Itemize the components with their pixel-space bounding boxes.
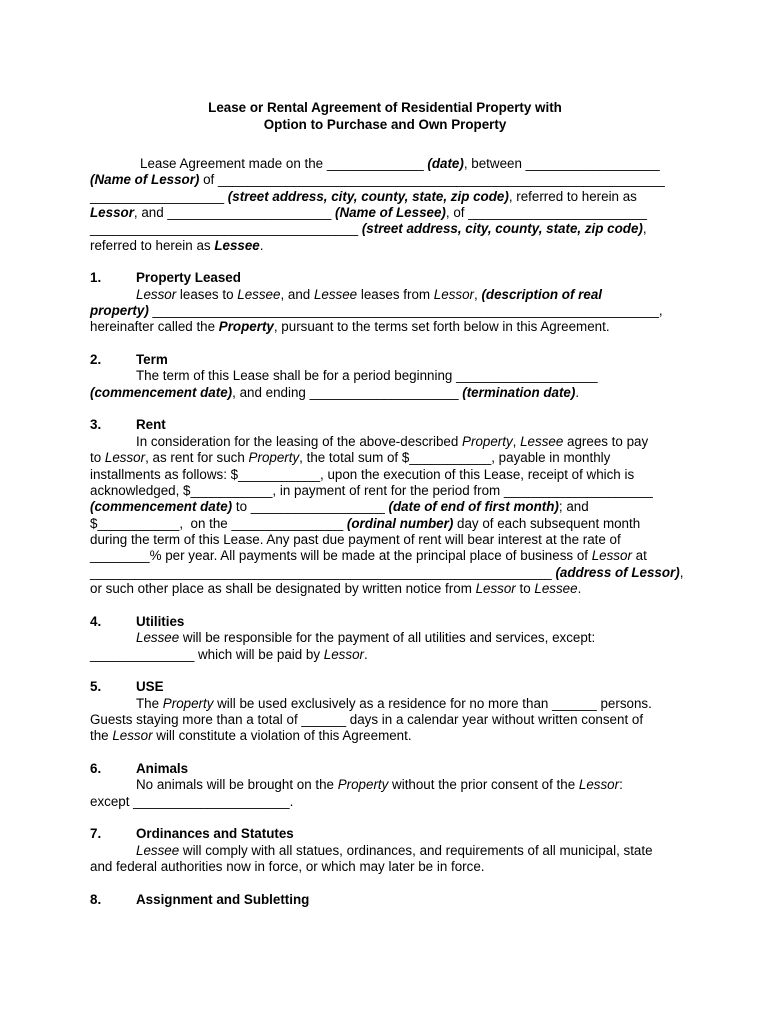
- intro-line-5: ____________________________________ (street address, city, county, state, zip code),: [90, 221, 647, 236]
- intro-line-4: Lessor, and ______________________ (Name of Lessee), of ________________________: [90, 205, 647, 220]
- section-1-line-1: Lessor leases to Lessee, and Lessee leases from Lessor, (description of real: [136, 287, 602, 302]
- section-7-heading: Ordinances and Statutes: [136, 826, 294, 841]
- section-5-line-3: the Lessor will constitute a violation of this Agreement.: [90, 728, 412, 743]
- section-3-line-4: acknowledged, $___________, in payment of rent for the period from ____________________: [90, 483, 653, 498]
- section-3-line-1: In consideration for the leasing of the above-described Property, Lessee agrees to pay: [136, 434, 649, 449]
- section-5-line-2: Guests staying more than a total of ______ days in a calendar year without written consent of: [90, 712, 644, 727]
- section-8-number: 8.: [90, 892, 102, 907]
- section-6-number: 6.: [90, 761, 102, 776]
- section-3-line-8: ________% per year. All payments will be made at the principal place of business of Lessor at: [90, 548, 647, 563]
- section-3-line-10: or such other place as shall be designated by written notice from Lessor to Lessee.: [90, 581, 582, 596]
- section-1-heading: Property Leased: [136, 270, 241, 285]
- section-6-line-2: except _____________________.: [90, 794, 294, 809]
- section-2-line-1: The term of this Lease shall be for a period beginning ___________________: [136, 368, 598, 383]
- section-5-line-1: The Property will be used exclusively as a residence for no more than ______ persons.: [136, 696, 652, 711]
- intro-line-2: (Name of Lessor) of ____________________________________________________________: [90, 172, 665, 187]
- section-7-line-2: and federal authorities now in force, or which may later be in force.: [90, 859, 485, 874]
- document-title-line-2: Option to Purchase and Own Property: [263, 117, 507, 132]
- section-4-heading: Utilities: [136, 614, 185, 629]
- section-8-heading: Assignment and Subletting: [136, 892, 310, 907]
- section-2-heading: Term: [136, 352, 168, 367]
- section-3-line-7: during the term of this Lease. Any past due payment of rent will bear interest at the rate of: [90, 532, 621, 547]
- section-3-line-5: (commencement date) to __________________ (date of end of first month); and: [90, 499, 589, 514]
- section-3-heading: Rent: [136, 417, 166, 432]
- section-1-line-2: property) ____________________________________________________________________,: [90, 303, 663, 318]
- section-4-number: 4.: [90, 614, 102, 629]
- section-3-line-9: ______________________________________________________________ (address of Lessor),: [90, 565, 684, 580]
- section-5-heading: USE: [136, 679, 164, 694]
- section-3-line-2: to Lessor, as rent for such Property, the total sum of $___________, payable in monthly: [90, 450, 611, 465]
- section-5-number: 5.: [90, 679, 102, 694]
- intro-line-3: __________________ (street address, city, county, state, zip code), referred to herein as: [90, 189, 637, 204]
- section-6-line-1: No animals will be brought on the Property without the prior consent of the Lessor:: [136, 777, 623, 792]
- section-2-number: 2.: [90, 352, 102, 367]
- section-2-line-2: (commencement date), and ending ____________________ (termination date).: [90, 385, 580, 400]
- section-4-line-2: ______________ which will be paid by Lessor.: [90, 647, 368, 662]
- section-3-line-3: installments as follows: $___________, upon the execution of this Lease, receipt of which is: [90, 467, 635, 482]
- intro-line-6: referred to herein as Lessee.: [90, 238, 264, 253]
- section-7-line-1: Lessee will comply with all statues, ordinances, and requirements of all municipal, state: [136, 843, 653, 858]
- section-1-line-3: hereinafter called the Property, pursuant to the terms set forth below in this Agreement.: [90, 319, 610, 334]
- section-3-line-6: $___________, on the _______________ (ordinal number) day of each subsequent month: [90, 516, 641, 531]
- section-7-number: 7.: [90, 826, 102, 841]
- section-6-heading: Animals: [136, 761, 189, 776]
- intro-line-1: Lease Agreement made on the _____________ (date), between __________________: [140, 156, 660, 171]
- section-4-line-1: Lessee will be responsible for the payment of all utilities and services, except:: [136, 630, 596, 645]
- section-1-number: 1.: [90, 270, 102, 285]
- document-title-line-1: Lease or Rental Agreement of Residential Property with: [208, 100, 562, 115]
- section-3-number: 3.: [90, 417, 102, 432]
